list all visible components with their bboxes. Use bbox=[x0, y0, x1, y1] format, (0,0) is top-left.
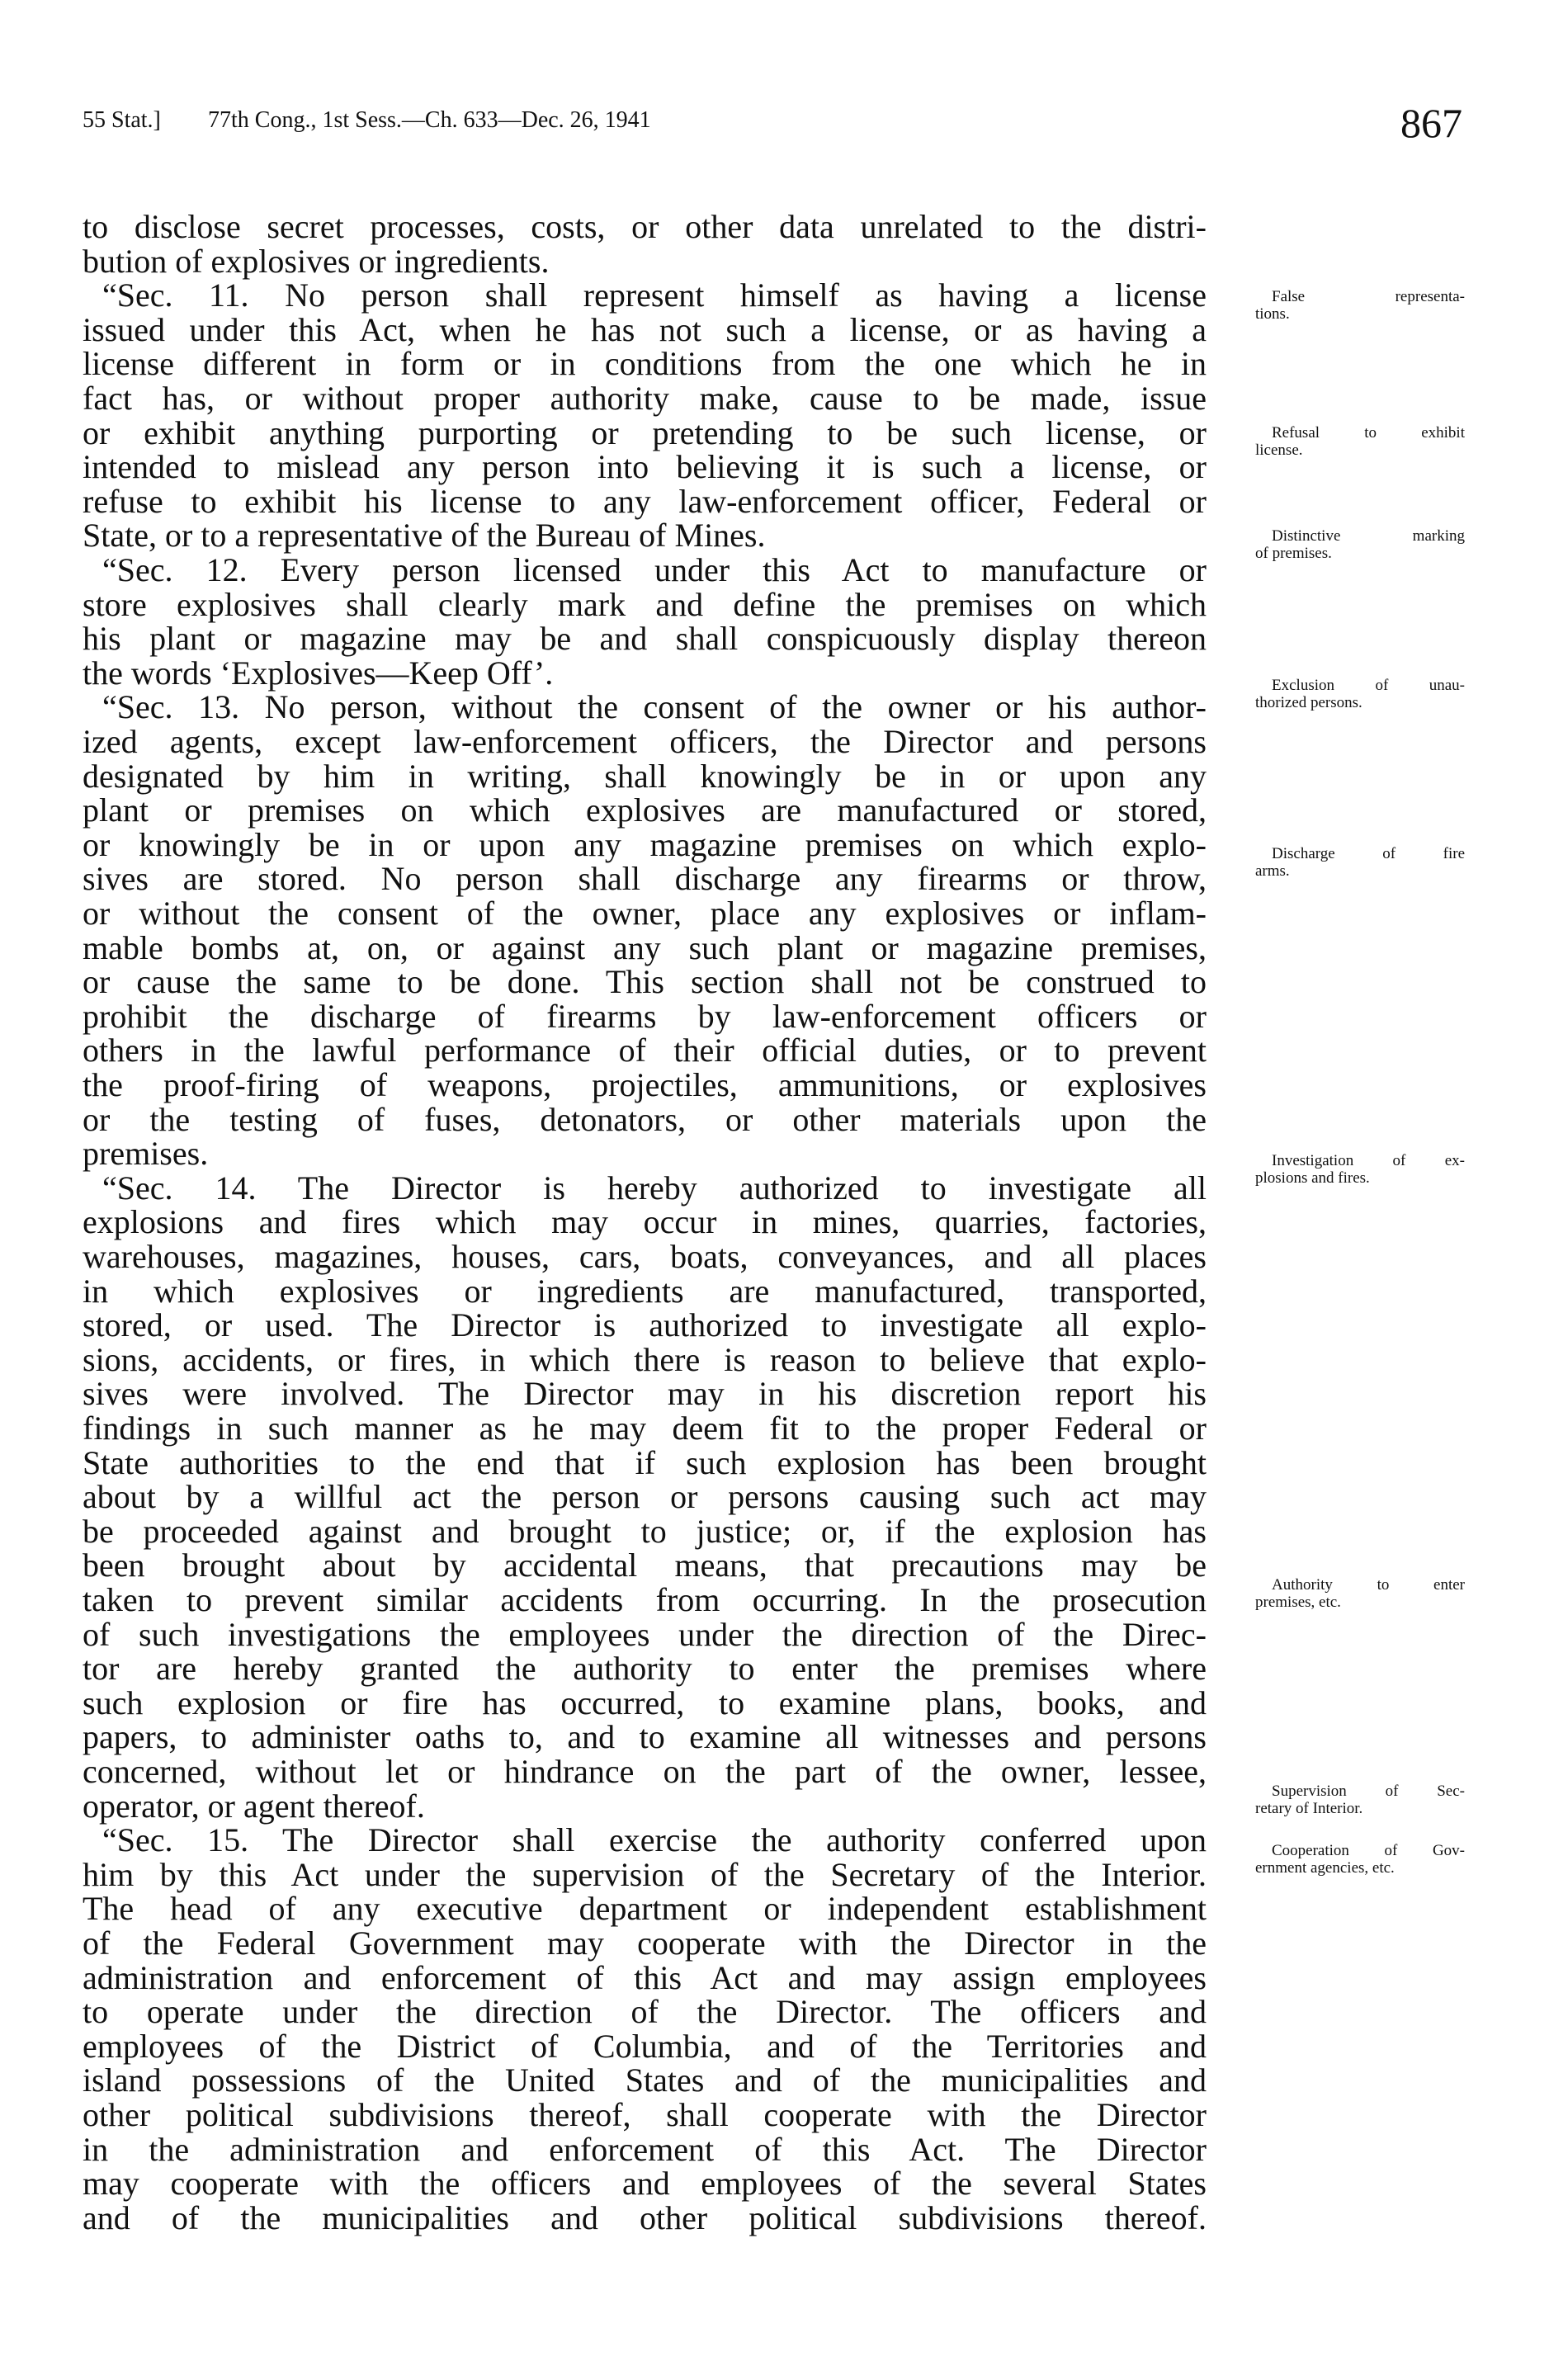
margin-note bbox=[1255, 527, 1465, 562]
text-line: license different in form or in conditions from the one which he in bbox=[83, 345, 1207, 383]
text-line: “Sec. 15. The Director shall exercise the authority conferred upon bbox=[102, 1821, 1207, 1859]
text-line: may cooperate with the officers and employees of the several States bbox=[83, 2165, 1207, 2203]
margin-note bbox=[1255, 677, 1465, 711]
text-line: or cause the same to be done. This section shall not be construed to bbox=[83, 963, 1207, 1001]
margin-note-line: Refusal to exhibit bbox=[1272, 424, 1465, 442]
text-line: such explosion or fire has occurred, to examine plans, books, and bbox=[83, 1683, 1207, 1721]
text-line: State authorities to the end that if such explosion has been brought bbox=[83, 1443, 1207, 1481]
text-line: mable bombs at, on, or against any such plant or magazine premises, bbox=[83, 928, 1207, 966]
text-line: “Sec. 12. Every person licensed under this Act to manufacture or bbox=[102, 551, 1207, 588]
margin-note-line: of premises. bbox=[1255, 545, 1332, 562]
margin-note bbox=[1255, 1842, 1465, 1877]
text-line: to disclose secret processes, costs, or other data unrelated to the distri- bbox=[83, 208, 1207, 245]
text-line: sives are stored. No person shall discharge any firearms or throw, bbox=[83, 860, 1207, 898]
margin-note-line: license. bbox=[1255, 442, 1303, 459]
text-line: “Sec. 13. No person, without the consent of the owner or his author- bbox=[102, 688, 1207, 726]
margin-note bbox=[1255, 845, 1465, 880]
text-line: plant or premises on which explosives are manufactured or stored, bbox=[83, 791, 1207, 829]
margin-note-line: plosions and fires. bbox=[1255, 1169, 1370, 1187]
text-line: him by this Act under the supervision of the Secretary of the Interior. bbox=[83, 1855, 1207, 1893]
text-line: be proceeded against and brought to justice; or, if the explosion has bbox=[83, 1512, 1207, 1550]
text-line: others in the lawful performance of their official duties, or to prevent bbox=[83, 1032, 1207, 1070]
margin-note bbox=[1255, 424, 1465, 459]
margin-note bbox=[1255, 1783, 1465, 1817]
margin-note-line: Discharge of fire bbox=[1272, 845, 1465, 862]
text-line: issued under this Act, when he has not such a license, or as having a bbox=[83, 310, 1207, 348]
text-line: papers, to administer oaths to, and to examine all witnesses and persons bbox=[83, 1718, 1207, 1756]
text-line: the proof-firing of weapons, projectiles, ammunitions, or explosives bbox=[83, 1066, 1207, 1103]
text-line: refuse to exhibit his license to any law-enforcement officer, Federal or bbox=[83, 482, 1207, 520]
margin-note-line: premises, etc. bbox=[1255, 1594, 1341, 1611]
text-line: fact has, or without proper authority make, cause to be made, issue bbox=[83, 380, 1207, 417]
margin-note bbox=[1255, 1576, 1465, 1611]
text-line: intended to mislead any person into believing it is such a license, or bbox=[83, 448, 1207, 486]
margin-note-line: ernment agencies, etc. bbox=[1255, 1859, 1395, 1877]
margin-note-line: Authority to enter bbox=[1272, 1576, 1465, 1594]
volume-reference: 55 Stat.] bbox=[83, 107, 161, 133]
margin-note-line: Exclusion of unau- bbox=[1272, 677, 1465, 694]
text-line: sives were involved. The Director may in his discretion report his bbox=[83, 1375, 1207, 1413]
text-line: findings in such manner as he may deem fit to the proper Federal or bbox=[83, 1410, 1207, 1447]
margin-note bbox=[1255, 1152, 1465, 1187]
text-line: concerned, without let or hindrance on the part of the owner, lessee, bbox=[83, 1753, 1207, 1790]
text-line: or exhibit anything purporting or pretending to be such license, or bbox=[83, 413, 1207, 451]
margin-note-line: Supervision of Sec- bbox=[1272, 1783, 1465, 1800]
text-line: explosions and fires which may occur in mines, quarries, factories, bbox=[83, 1203, 1207, 1241]
text-line: warehouses, magazines, houses, cars, boats, conveyances, and all places bbox=[83, 1238, 1207, 1275]
text-line: store explosives shall clearly mark and define the premises on which bbox=[83, 585, 1207, 623]
text-line: bution of explosives or ingredients. bbox=[83, 242, 550, 280]
text-line: “Sec. 14. The Director is hereby authorized to investigate all bbox=[102, 1169, 1207, 1207]
margin-note-line: retary of Interior. bbox=[1255, 1800, 1363, 1817]
text-line: ized agents, except law-enforcement officers, the Director and persons bbox=[83, 723, 1207, 760]
text-line: State, or to a representative of the Bureau of Mines. bbox=[83, 517, 766, 555]
margin-note-line: Distinctive marking bbox=[1272, 527, 1465, 545]
text-line: designated by him in writing, shall knowingly be in or upon any bbox=[83, 757, 1207, 795]
text-line: sions, accidents, or fires, in which there is reason to believe that explo- bbox=[83, 1340, 1207, 1378]
text-line: other political subdivisions thereof, shall cooperate with the Director bbox=[83, 2096, 1207, 2133]
running-head: 77th Cong., 1st Sess.—Ch. 633—Dec. 26, 1941 bbox=[208, 107, 651, 133]
text-line: in the administration and enforcement of this Act. The Director bbox=[83, 2130, 1207, 2168]
margin-note-line: Cooperation of Gov- bbox=[1272, 1842, 1465, 1859]
text-line: stored, or used. The Director is authorized to investigate all explo- bbox=[83, 1306, 1207, 1344]
text-line: in which explosives or ingredients are manufactured, transported, bbox=[83, 1272, 1207, 1310]
text-line: administration and enforcement of this Act and may assign employees bbox=[83, 1958, 1207, 1996]
text-line: been brought about by accidental means, that precautions may be bbox=[83, 1547, 1207, 1584]
page-number: 867 bbox=[1400, 100, 1462, 146]
margin-note-line: arms. bbox=[1255, 862, 1290, 880]
margin-note-line: False representa- bbox=[1272, 288, 1465, 305]
text-line: operator, or agent thereof. bbox=[83, 1787, 425, 1825]
text-line: about by a willful act the person or persons causing such act may bbox=[83, 1478, 1207, 1516]
text-line: of the Federal Government may cooperate with the Director in the bbox=[83, 1924, 1207, 1962]
text-line: “Sec. 11. No person shall represent himself as having a license bbox=[102, 276, 1207, 314]
text-line: island possessions of the United States and of the municipalities and bbox=[83, 2061, 1207, 2099]
text-line: his plant or magazine may be and shall conspicuously display thereon bbox=[83, 620, 1207, 658]
text-line: or the testing of fuses, detonators, or other materials upon the bbox=[83, 1100, 1207, 1138]
text-line: the words ‘Explosives—Keep Off’. bbox=[83, 654, 554, 692]
text-line: taken to prevent similar accidents from occurring. In the prosecution bbox=[83, 1581, 1207, 1618]
margin-note bbox=[1255, 288, 1465, 323]
text-line: or knowingly be in or upon any magazine premises on which explo- bbox=[83, 825, 1207, 863]
text-line: to operate under the direction of the Director. The officers and bbox=[83, 1993, 1207, 2031]
margin-note-line: Investigation of ex- bbox=[1272, 1152, 1465, 1169]
text-line: and of the municipalities and other political subdivisions thereof. bbox=[83, 2198, 1207, 2236]
text-line: tor are hereby granted the authority to enter the premises where bbox=[83, 1650, 1207, 1688]
margin-note-line: tions. bbox=[1255, 305, 1290, 323]
text-line: of such investigations the employees under the direction of the Direc- bbox=[83, 1615, 1207, 1653]
text-line: prohibit the discharge of firearms by law-enforcement officers or bbox=[83, 997, 1207, 1035]
text-line: or without the consent of the owner, place any explosives or inflam- bbox=[83, 895, 1207, 932]
text-line: premises. bbox=[83, 1135, 209, 1173]
text-line: The head of any executive department or independent establishment bbox=[83, 1890, 1207, 1928]
margin-note-line: thorized persons. bbox=[1255, 694, 1362, 711]
text-line: employees of the District of Columbia, and of the Territories and bbox=[83, 2027, 1207, 2065]
